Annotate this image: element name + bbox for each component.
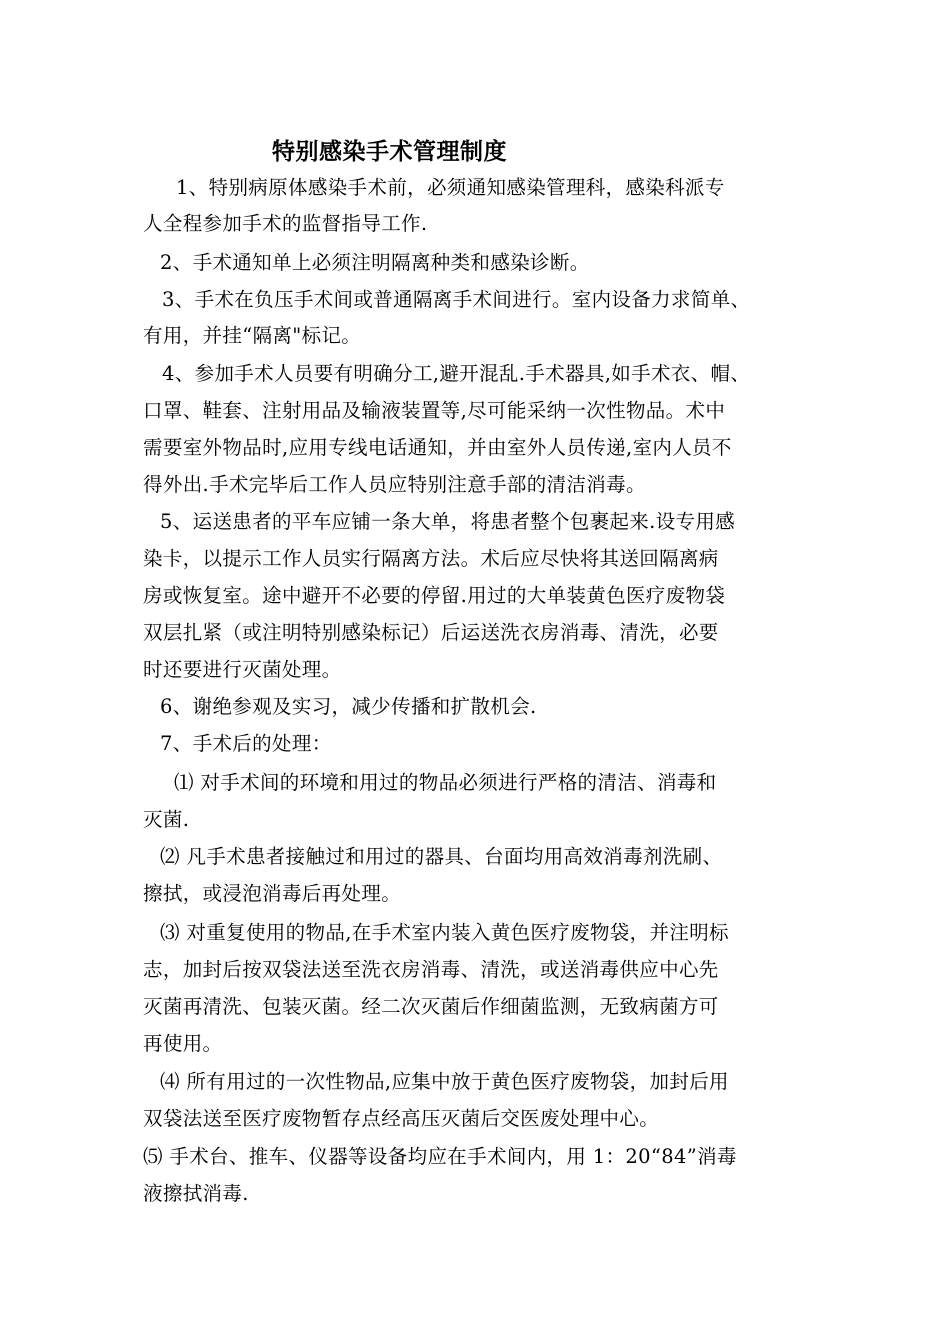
text-line: 需要室外物品时,应用专线电话通知，并由室外人员传递,室内人员不 — [143, 436, 732, 459]
text-line: 6、谢绝参观及实习，减少传播和扩散机会. — [160, 695, 537, 718]
text-line: 灭菌. — [143, 808, 190, 831]
text-line: 擦拭，或浸泡消毒后再处理。 — [143, 882, 402, 905]
text-line: 人全程参加手术的监督指导工作. — [143, 212, 428, 235]
text-line: 口罩、鞋套、注射用品及输液装置等,尽可能采纳一次性物品。术中 — [143, 399, 726, 422]
text-line: 再使用。 — [143, 1032, 223, 1055]
text-line: 1、特别病原体感染手术前，必须通知感染管理科，感染科派专 — [176, 176, 725, 199]
text-line: 7、手术后的处理： — [160, 732, 332, 755]
text-line: 有用，并挂“隔离"标记。 — [143, 324, 362, 347]
text-line: 液擦拭消毒. — [143, 1182, 249, 1205]
text-line: 2、手术通知单上必须注明隔离种类和感染诊断。 — [160, 251, 590, 274]
document-title: 特别感染手术管理制度 — [272, 138, 507, 165]
text-line: 时还要进行灭菌处理。 — [143, 658, 342, 681]
text-line: 得外出.手术完毕后工作人员应特别注意手部的清洁消毒。 — [143, 473, 646, 496]
text-line: ⑸ 手术台、推车、仪器等设备均应在手术间内，用 1：20“84”消毒 — [143, 1145, 737, 1168]
text-line: 染卡，以提示工作人员实行隔离方法。术后应尽快将其送回隔离病 — [143, 547, 719, 570]
text-line: 双袋法送至医疗废物暂存点经高压灭菌后交医废处理中心。 — [143, 1107, 660, 1130]
text-line: ⑷ 所有用过的一次性物品,应集中放于黄色医疗废物袋，加封后用 — [160, 1070, 729, 1093]
text-line: 志，加封后按双袋法送至洗衣房消毒、清洗，或送消毒供应中心先 — [143, 958, 719, 981]
text-line: 4、参加手术人员要有明确分工,避开混乱.手术器具,如手术衣、帽、 — [162, 362, 751, 385]
text-line: ⑶ 对重复使用的物品,在手术室内装入黄色医疗废物袋，并注明标 — [160, 921, 729, 944]
text-line: 灭菌再清洗、包装灭菌。经二次灭菌后作细菌监测，无致病菌方可 — [143, 995, 719, 1018]
text-line: 5、运送患者的平车应铺一条大单，将患者整个包裹起来.设专用感 — [160, 510, 736, 533]
text-line: ⑵ 凡手术患者接触过和用过的器具、台面均用高效消毒剂洗刷、 — [160, 845, 723, 868]
text-line: 双层扎紧（或注明特别感染标记）后运送洗衣房消毒、清洗，必要 — [143, 621, 719, 644]
text-line: 房或恢复室。途中避开不必要的停留.用过的大单装黄色医疗废物袋 — [143, 584, 726, 607]
text-line: ⑴ 对手术间的环境和用过的物品必须进行严格的清洁、消毒和 — [174, 771, 717, 794]
text-line: 3、手术在负压手术间或普通隔离手术间进行。室内设备力求简单、 — [162, 288, 751, 311]
